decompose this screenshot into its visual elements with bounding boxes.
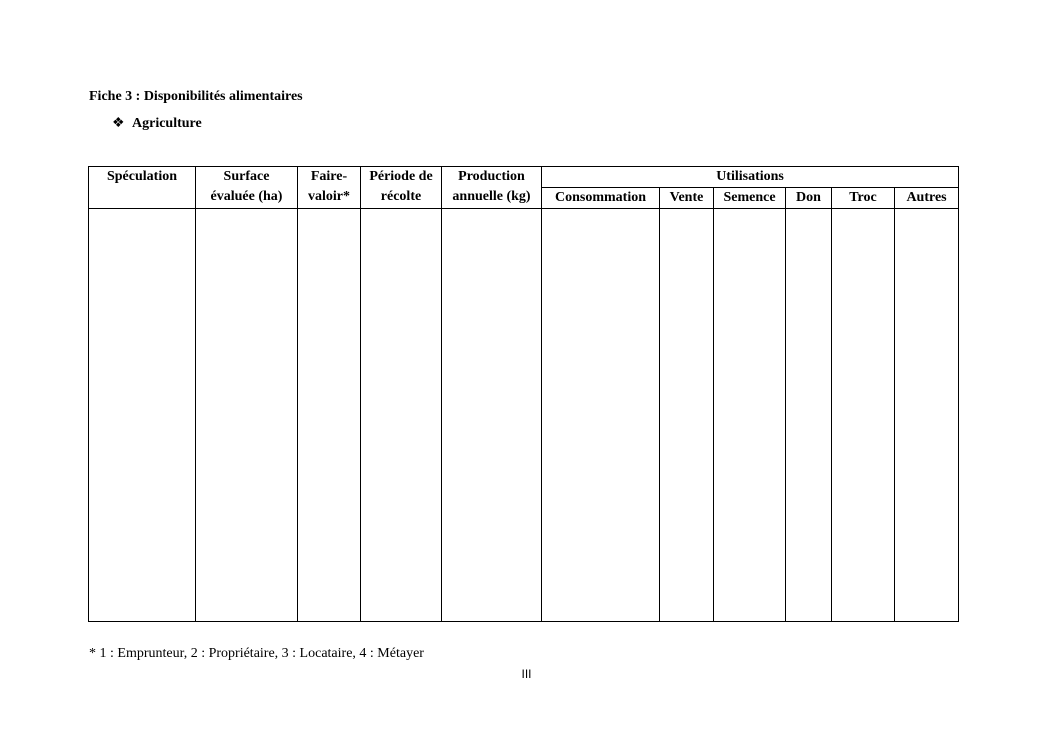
header-consommation: Consommation (542, 188, 660, 209)
footnote: * 1 : Emprunteur, 2 : Propriétaire, 3 : Locataire, 4 : Métayer (89, 646, 424, 661)
availability-table (88, 166, 959, 622)
page-number: III (521, 667, 532, 681)
cell-speculation[interactable] (89, 209, 196, 622)
diamond-bullet-icon: ❖ (112, 116, 125, 131)
header-semence: Semence (714, 188, 786, 209)
header-faire-valoir: Faire- valoir* (298, 167, 361, 209)
header-autres: Autres (895, 188, 959, 209)
section-subtitle (112, 115, 202, 132)
cell-production[interactable] (442, 209, 542, 622)
cell-surface[interactable] (196, 209, 298, 622)
header-periode: Période de récolte (361, 167, 442, 209)
cell-troc[interactable] (832, 209, 895, 622)
header-don: Don (786, 188, 832, 209)
cell-autres[interactable] (895, 209, 959, 622)
page-title: Fiche 3 : Disponibilités alimentaires (89, 89, 303, 104)
cell-semence[interactable] (714, 209, 786, 622)
header-vente: Vente (660, 188, 714, 209)
cell-periode[interactable] (361, 209, 442, 622)
cell-don[interactable] (786, 209, 832, 622)
subtitle-label: Agriculture (132, 116, 202, 131)
cell-consommation[interactable] (542, 209, 660, 622)
cell-faire-valoir[interactable] (298, 209, 361, 622)
cell-vente[interactable] (660, 209, 714, 622)
header-troc: Troc (832, 188, 895, 209)
header-production: Production annuelle (kg) (442, 167, 542, 209)
header-surface: Surface évaluée (ha) (196, 167, 298, 209)
header-speculation: Spéculation (89, 167, 196, 209)
header-utilisations: Utilisations (542, 167, 959, 188)
